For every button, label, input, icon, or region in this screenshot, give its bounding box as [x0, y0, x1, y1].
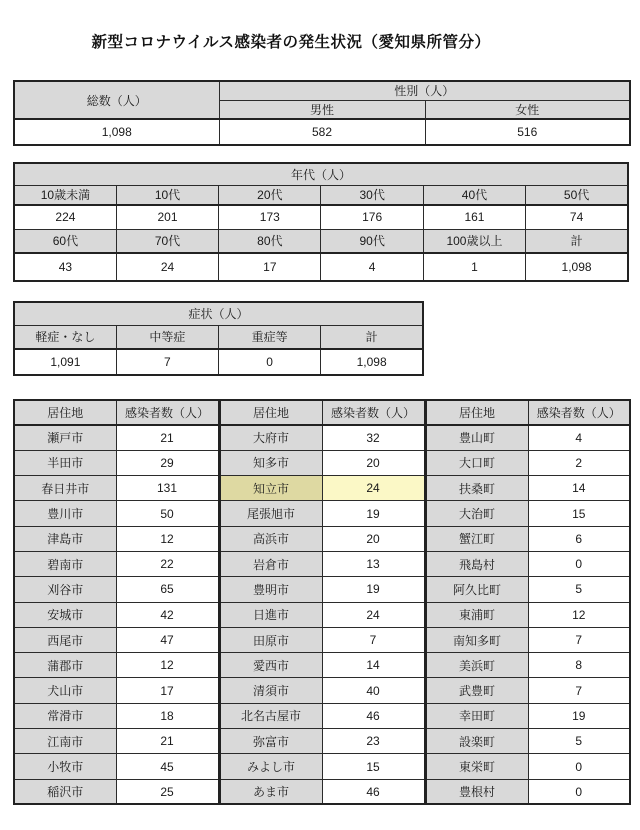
residence-count-cell: 23 [322, 729, 425, 754]
residence-header-city: 居住地 [425, 400, 528, 425]
male-value-cell: 582 [219, 119, 425, 145]
residence-city-cell: 大府市 [219, 425, 322, 450]
symptoms-value-cell: 7 [116, 349, 218, 375]
residence-header-count: 感染者数（人） [322, 400, 425, 425]
residence-count-cell: 21 [116, 729, 219, 754]
residence-city-cell: 武豊町 [425, 678, 528, 703]
age-table [13, 162, 629, 282]
residence-city-cell: 大治町 [425, 501, 528, 526]
residence-city-cell: 津島市 [14, 526, 116, 551]
age-value-cell: 173 [219, 205, 321, 229]
residence-count-cell: 47 [116, 627, 219, 652]
residence-city-cell: 尾張旭市 [219, 501, 322, 526]
residence-city-cell: 豊明市 [219, 577, 322, 602]
age-header-cell: 60代 [14, 229, 116, 253]
highlighted-city-cell: 知立市 [219, 476, 322, 501]
male-label-cell: 男性 [219, 100, 425, 119]
residence-row [14, 779, 630, 804]
residence-city-cell: 美浜町 [425, 653, 528, 678]
age-header-cell: 50代 [526, 185, 628, 205]
residence-header-city: 居住地 [219, 400, 322, 425]
residence-city-cell: 幸田町 [425, 703, 528, 728]
residence-city-cell: 蒲郡市 [14, 653, 116, 678]
residence-city-cell: 犬山市 [14, 678, 116, 703]
summary-table [13, 80, 631, 146]
residence-city-cell: みよし市 [219, 754, 322, 779]
residence-city-cell: 江南市 [14, 729, 116, 754]
residence-count-cell: 18 [116, 703, 219, 728]
residence-row [14, 577, 630, 602]
residence-row [14, 602, 630, 627]
residence-city-cell: 設楽町 [425, 729, 528, 754]
residence-count-cell: 7 [322, 627, 425, 652]
residence-count-cell: 0 [528, 779, 630, 804]
total-value-cell: 1,098 [14, 119, 219, 145]
symptoms-value-cell: 0 [219, 349, 321, 375]
residence-count-cell: 46 [322, 779, 425, 804]
page-title: 新型コロナウイルス感染者の発生状況（愛知県所管分） [91, 34, 491, 51]
residence-city-cell: 蟹江町 [425, 526, 528, 551]
symptoms-header-cell: 重症等 [219, 325, 321, 349]
residence-city-cell: 東浦町 [425, 602, 528, 627]
residence-table [13, 399, 631, 805]
residence-count-cell: 2 [528, 450, 630, 475]
symptoms-value-cell: 1,091 [14, 349, 116, 375]
female-value-cell: 516 [425, 119, 630, 145]
age-value-cell: 161 [423, 205, 525, 229]
gender-label-cell: 性別（人） [219, 81, 630, 100]
residence-count-cell: 19 [322, 577, 425, 602]
document-page [13, 30, 629, 805]
residence-row [14, 425, 630, 450]
residence-count-cell: 0 [528, 754, 630, 779]
residence-tbody [14, 400, 630, 804]
residence-count-cell: 25 [116, 779, 219, 804]
age-title-cell: 年代（人） [14, 163, 628, 185]
total-label-cell: 総数（人） [14, 81, 219, 119]
residence-count-cell: 4 [528, 425, 630, 450]
residence-count-cell: 7 [528, 678, 630, 703]
age-value-cell: 24 [116, 253, 218, 281]
residence-city-cell: 西尾市 [14, 627, 116, 652]
age-header-cell: 90代 [321, 229, 423, 253]
residence-count-cell: 5 [528, 729, 630, 754]
residence-row [14, 476, 630, 501]
residence-row [14, 627, 630, 652]
residence-city-cell: あま市 [219, 779, 322, 804]
residence-city-cell: 豊山町 [425, 425, 528, 450]
age-value-cell: 1,098 [526, 253, 628, 281]
residence-city-cell: 豊根村 [425, 779, 528, 804]
residence-city-cell: 安城市 [14, 602, 116, 627]
age-header-cell: 100歳以上 [423, 229, 525, 253]
residence-city-cell: 扶桑町 [425, 476, 528, 501]
residence-count-cell: 46 [322, 703, 425, 728]
age-value-cell: 4 [321, 253, 423, 281]
residence-row [14, 703, 630, 728]
residence-city-cell: 大口町 [425, 450, 528, 475]
residence-count-cell: 14 [528, 476, 630, 501]
age-value-cell: 74 [526, 205, 628, 229]
residence-city-cell: 田原市 [219, 627, 322, 652]
residence-header-count: 感染者数（人） [528, 400, 630, 425]
residence-city-cell: 清須市 [219, 678, 322, 703]
residence-row [14, 526, 630, 551]
age-header-cell: 20代 [219, 185, 321, 205]
residence-count-cell: 7 [528, 627, 630, 652]
residence-count-cell: 12 [528, 602, 630, 627]
residence-count-cell: 50 [116, 501, 219, 526]
age-value-cell: 17 [219, 253, 321, 281]
age-header-cell: 30代 [321, 185, 423, 205]
residence-count-cell: 29 [116, 450, 219, 475]
residence-count-cell: 12 [116, 653, 219, 678]
residence-row [14, 678, 630, 703]
residence-city-cell: 高浜市 [219, 526, 322, 551]
residence-city-cell: 愛西市 [219, 653, 322, 678]
residence-city-cell: 半田市 [14, 450, 116, 475]
residence-count-cell: 14 [322, 653, 425, 678]
residence-city-cell: 知多市 [219, 450, 322, 475]
residence-count-cell: 24 [322, 602, 425, 627]
symptoms-header-cell: 軽症・なし [14, 325, 116, 349]
residence-count-cell: 65 [116, 577, 219, 602]
residence-row [14, 653, 630, 678]
symptoms-title-cell: 症状（人） [14, 302, 423, 325]
residence-city-cell: 常滑市 [14, 703, 116, 728]
residence-count-cell: 17 [116, 678, 219, 703]
age-header-cell: 10歳未満 [14, 185, 116, 205]
residence-count-cell: 131 [116, 476, 219, 501]
residence-row [14, 729, 630, 754]
residence-city-cell: 刈谷市 [14, 577, 116, 602]
residence-city-cell: 東栄町 [425, 754, 528, 779]
residence-row [14, 754, 630, 779]
residence-count-cell: 21 [116, 425, 219, 450]
symptoms-value-cell: 1,098 [321, 349, 423, 375]
residence-city-cell: 北名古屋市 [219, 703, 322, 728]
residence-count-cell: 22 [116, 551, 219, 576]
female-label-cell: 女性 [425, 100, 630, 119]
residence-count-cell: 5 [528, 577, 630, 602]
age-value-cell: 176 [321, 205, 423, 229]
residence-city-cell: 日進市 [219, 602, 322, 627]
residence-city-cell: 阿久比町 [425, 577, 528, 602]
highlighted-count-cell: 24 [322, 476, 425, 501]
residence-row [14, 501, 630, 526]
residence-row [14, 450, 630, 475]
age-header-cell: 40代 [423, 185, 525, 205]
symptoms-header-cell: 中等症 [116, 325, 218, 349]
age-header-cell: 80代 [219, 229, 321, 253]
residence-count-cell: 45 [116, 754, 219, 779]
residence-count-cell: 40 [322, 678, 425, 703]
residence-count-cell: 6 [528, 526, 630, 551]
residence-city-cell: 豊川市 [14, 501, 116, 526]
residence-count-cell: 13 [322, 551, 425, 576]
residence-count-cell: 19 [322, 501, 425, 526]
symptoms-table [13, 301, 424, 376]
residence-count-cell: 15 [322, 754, 425, 779]
residence-city-cell: 春日井市 [14, 476, 116, 501]
residence-city-cell: 南知多町 [425, 627, 528, 652]
residence-city-cell: 小牧市 [14, 754, 116, 779]
residence-row [14, 551, 630, 576]
age-header-cell: 10代 [116, 185, 218, 205]
symptoms-header-cell: 計 [321, 325, 423, 349]
residence-count-cell: 8 [528, 653, 630, 678]
age-value-cell: 224 [14, 205, 116, 229]
age-header-cell: 計 [526, 229, 628, 253]
residence-count-cell: 15 [528, 501, 630, 526]
age-value-cell: 43 [14, 253, 116, 281]
residence-city-cell: 飛島村 [425, 551, 528, 576]
residence-city-cell: 岩倉市 [219, 551, 322, 576]
residence-header-count: 感染者数（人） [116, 400, 219, 425]
residence-count-cell: 20 [322, 450, 425, 475]
residence-city-cell: 稲沢市 [14, 779, 116, 804]
age-header-cell: 70代 [116, 229, 218, 253]
residence-count-cell: 19 [528, 703, 630, 728]
residence-count-cell: 20 [322, 526, 425, 551]
residence-count-cell: 12 [116, 526, 219, 551]
age-value-cell: 201 [116, 205, 218, 229]
residence-city-cell: 瀬戸市 [14, 425, 116, 450]
residence-city-cell: 弥富市 [219, 729, 322, 754]
residence-count-cell: 32 [322, 425, 425, 450]
age-value-cell: 1 [423, 253, 525, 281]
residence-count-cell: 0 [528, 551, 630, 576]
residence-header-city: 居住地 [14, 400, 116, 425]
residence-count-cell: 42 [116, 602, 219, 627]
residence-city-cell: 碧南市 [14, 551, 116, 576]
